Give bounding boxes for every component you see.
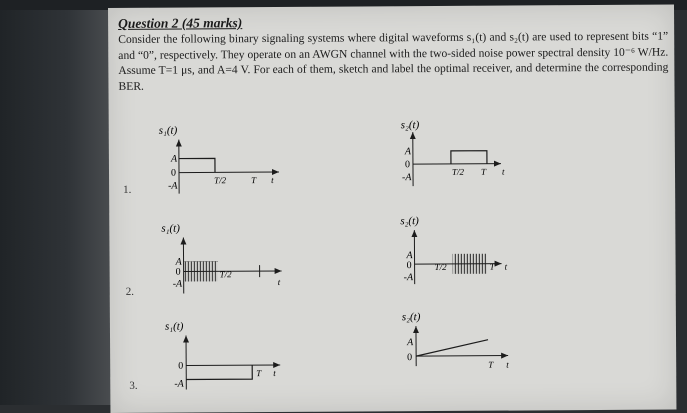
system-2-s1-A-tick: A bbox=[175, 257, 183, 268]
system-1-s1-pulse bbox=[179, 158, 215, 172]
system-1-s1-t-axis bbox=[179, 172, 279, 173]
system-1-number: 1. bbox=[123, 184, 131, 196]
system-3-s1-T-tick: T bbox=[256, 368, 262, 378]
question-title: Question 2 (45 marks) bbox=[118, 15, 242, 32]
system-2-s1-negA-tick: -A bbox=[173, 279, 183, 290]
system-1-s1-zero-tick: 0 bbox=[171, 168, 176, 179]
question-body: Consider the following binary signaling systems where digital waveforms s₁(t) and s₂(t) are used to represent bits “1” and “0”, respectively. They operate on an AWGN channel with the two-sided noise power spectral density 10⁻⁶ W/Hz. Assume T=1 μs, and A=4 V. For each of them, sketch and label the optimal receiver, and determine the corresponding BER. bbox=[118, 29, 668, 95]
system-2-number: 2. bbox=[126, 286, 134, 298]
system-3-s1-label: s₁(t) bbox=[165, 321, 184, 333]
system-2-s1-burst bbox=[185, 261, 218, 281]
question-paper bbox=[108, 5, 676, 413]
system-3-s1-pulse bbox=[186, 365, 252, 379]
system-2-s2-T-tick: T bbox=[490, 262, 496, 272]
system-3-s1-zero-tick: 0 bbox=[178, 361, 183, 372]
system-2-s2-t-label: t bbox=[505, 262, 508, 272]
system-2-s2-zero-tick: 0 bbox=[407, 260, 412, 271]
system-3-s2-waveform bbox=[402, 311, 509, 371]
system-1-s1-label: s₁(t) bbox=[159, 125, 178, 137]
system-1-s2-A-tick: A bbox=[404, 146, 412, 157]
system-1-s2-pulse bbox=[451, 151, 487, 164]
system-1-s2-t-axis bbox=[413, 164, 501, 165]
system-1-s1-A-tick: A bbox=[170, 154, 178, 165]
system-3-s2-zero-tick: 0 bbox=[407, 352, 412, 363]
system-2-s2-waveform bbox=[400, 215, 507, 285]
system-3-s2-label: s₂(t) bbox=[402, 311, 421, 323]
system-3-s1-negA-tick: -A bbox=[174, 379, 184, 390]
system-3-s2-T-tick: T bbox=[488, 360, 494, 370]
system-2-s1-zero-tick: 0 bbox=[176, 267, 181, 278]
system-3-s1-t-label: t bbox=[273, 368, 276, 378]
background-left bbox=[0, 0, 112, 405]
system-3-number: 3. bbox=[129, 380, 137, 392]
system-1-s2-negA-tick: -A bbox=[402, 172, 412, 183]
system-2-s2-label: s₂(t) bbox=[400, 215, 419, 227]
system-1-s2-T-tick: T bbox=[481, 167, 487, 177]
system-1-s2-waveform bbox=[401, 119, 505, 187]
system-2-s1-label: s₁(t) bbox=[161, 223, 180, 235]
system-3-s2-A-tick: A bbox=[406, 337, 414, 348]
system-1-s1-t-label: t bbox=[271, 175, 274, 185]
system-2-s2-halfT-tick: T/2 bbox=[435, 262, 448, 272]
system-2-s2-negA-tick: -A bbox=[404, 272, 414, 283]
system-1-s2-t-label: t bbox=[502, 167, 505, 177]
system-3-s2-ramp bbox=[416, 340, 488, 356]
system-2-s1-t-label: t bbox=[278, 277, 281, 287]
system-3-s2-t-axis bbox=[416, 356, 508, 357]
system-1-s2-halfT-tick: T/2 bbox=[452, 167, 465, 177]
system-1-s2-label: s₂(t) bbox=[401, 119, 420, 131]
system-2-s2-burst bbox=[453, 254, 487, 274]
system-1-s1-halfT-tick: T/2 bbox=[214, 175, 227, 185]
system-3-s2-t-label: t bbox=[506, 360, 509, 370]
system-3-s1-waveform bbox=[165, 320, 280, 390]
waveform-figures bbox=[108, 5, 676, 413]
system-1-s2-zero-tick: 0 bbox=[405, 159, 410, 170]
system-3-s1-t-axis bbox=[186, 365, 280, 366]
system-1-s1-T-tick: T bbox=[251, 175, 257, 185]
system-1-s1-negA-tick: -A bbox=[168, 181, 178, 192]
system-2-s1-halfT-tick: T/2 bbox=[220, 269, 233, 279]
system-2-s2-A-tick: A bbox=[405, 250, 413, 261]
system-2-s1-waveform bbox=[161, 222, 281, 294]
system-1-s1-waveform bbox=[159, 124, 279, 194]
